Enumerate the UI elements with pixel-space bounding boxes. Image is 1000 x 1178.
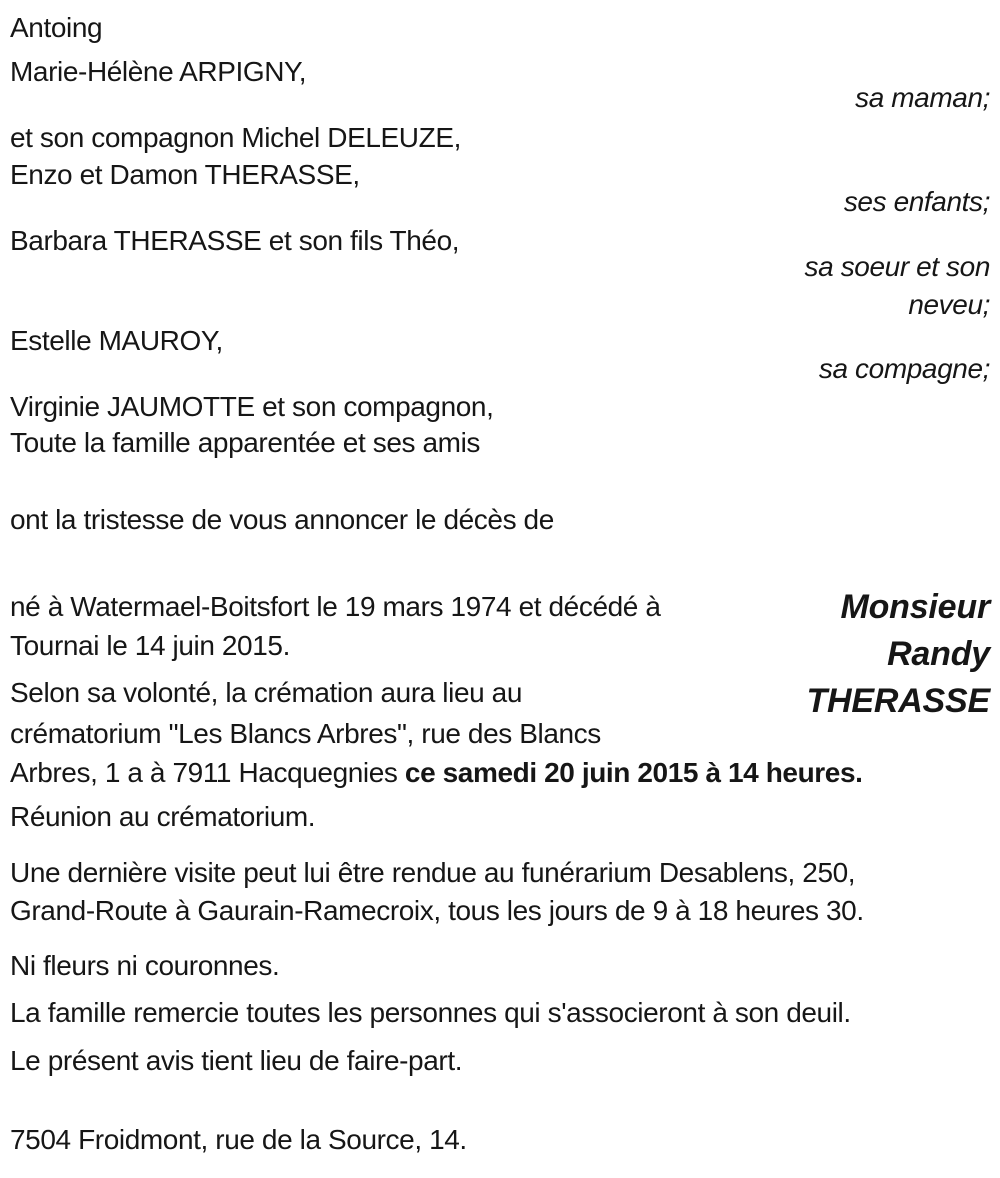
mourner-extended-2: Toute la famille apparentée et ses amis — [10, 427, 480, 458]
mourner-companion: et son compagnon Michel DELEUZE, — [10, 122, 461, 153]
mourner-extended-1: Virginie JAUMOTTE et son compagnon, — [10, 391, 494, 422]
relation-children: ses enfants; — [843, 186, 990, 217]
thanks-line: La famille remercie toutes les personnes qui s'associeront à son deuil. — [10, 997, 851, 1028]
announcement-line: ont la tristesse de vous annoncer le décès de — [10, 504, 554, 535]
visitation-line-1: Une dernière visite peut lui être rendue au funérarium Desablens, 250, — [10, 857, 856, 888]
relation-partner: sa compagne; — [818, 353, 990, 384]
city-line: Antoing — [10, 12, 103, 43]
mourner-children: Enzo et Damon THERASSE, — [10, 159, 360, 190]
mourner-sister: Barbara THERASSE et son fils Théo, — [10, 225, 460, 256]
deceased-last-name: THERASSE — [806, 682, 990, 720]
cremation-line-1: Selon sa volonté, la crémation aura lieu au — [10, 677, 523, 708]
cremation-line-3-text: Arbres, 1 a à 7911 Hacquegnies — [10, 757, 405, 788]
relation-sister-2: neveu; — [908, 289, 990, 320]
mourner-mother: Marie-Hélène ARPIGNY, — [10, 56, 307, 87]
visitation-line-2: Grand-Route à Gaurain-Ramecroix, tous les jours de 9 à 18 heures 30. — [10, 895, 864, 926]
legal-line: Le présent avis tient lieu de faire-part. — [10, 1045, 463, 1076]
birth-death-line-1: né à Watermael-Boitsfort le 19 mars 1974 et décédé à — [10, 591, 661, 622]
relation-mother: sa maman; — [855, 82, 990, 113]
address-line: 7504 Froidmont, rue de la Source, 14. — [10, 1124, 467, 1155]
cremation-line-2: crématorium "Les Blancs Arbres", rue des Blancs — [10, 718, 601, 749]
mourner-partner: Estelle MAUROY, — [10, 325, 223, 356]
birth-death-line-2: Tournai le 14 juin 2015. — [10, 630, 290, 661]
cremation-line-3 — [10, 759, 863, 787]
cremation-date-emphasis: ce samedi 20 juin 2015 à 14 heures. — [404, 757, 863, 788]
flowers-line: Ni fleurs ni couronnes. — [10, 950, 280, 981]
deceased-name-block — [806, 584, 990, 725]
relation-sister-1: sa soeur et son — [804, 251, 990, 282]
deceased-first-name: Randy — [887, 635, 990, 673]
deceased-title: Monsieur — [840, 588, 990, 626]
gathering-line: Réunion au crématorium. — [10, 801, 316, 832]
